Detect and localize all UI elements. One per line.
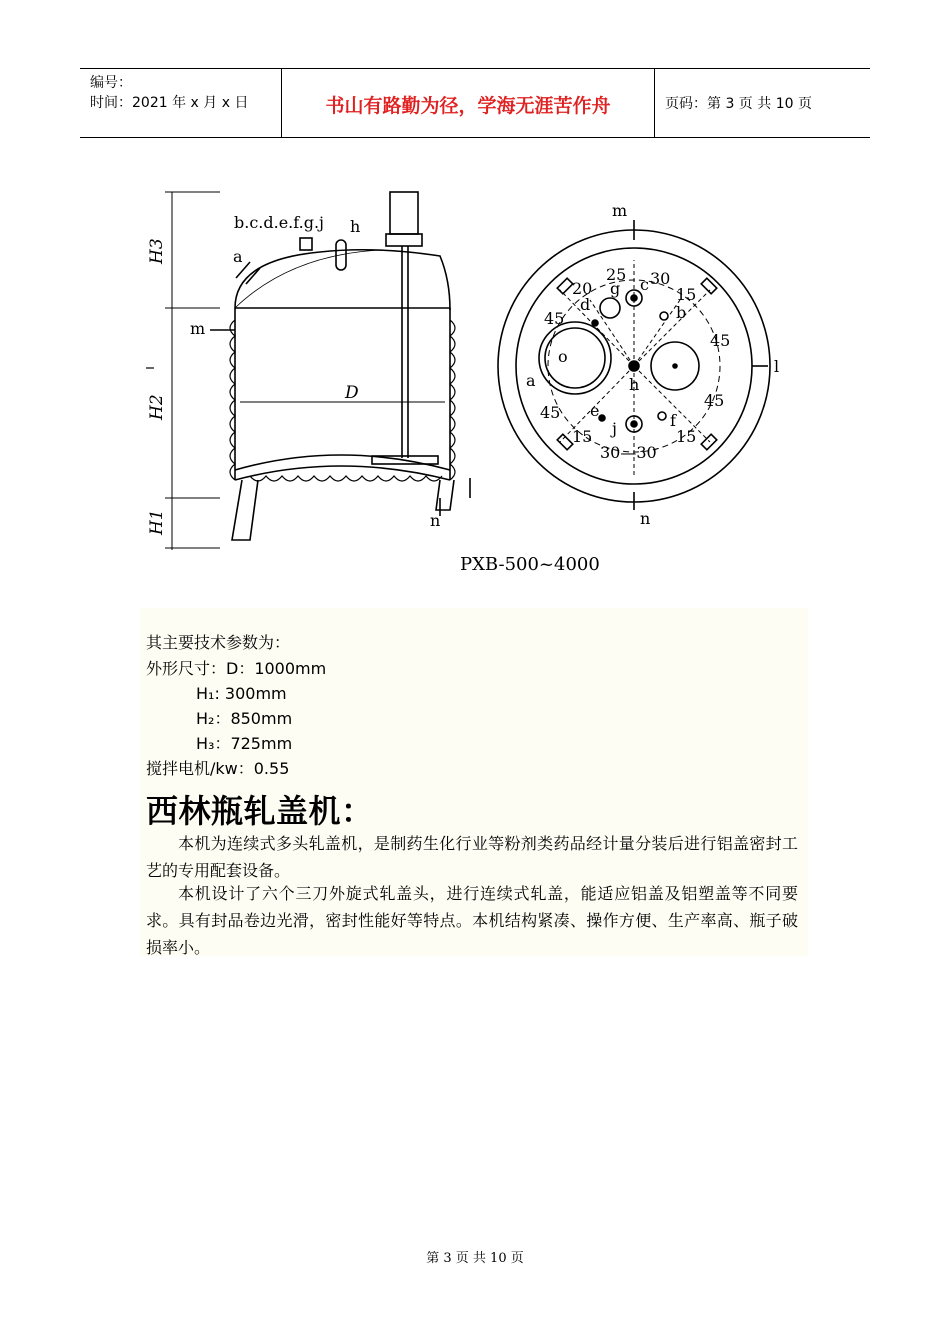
- header-motto-cell: [282, 69, 655, 137]
- plan-label-n: n: [640, 509, 651, 528]
- plan-label-f: f: [670, 411, 676, 430]
- dim-h2-label: H2: [147, 394, 167, 420]
- plan-label-m: m: [612, 201, 628, 220]
- dim-h3-label: H3: [147, 238, 167, 264]
- number-label: 编号：: [90, 75, 132, 91]
- reactor-drawing: [140, 180, 810, 590]
- plan-label-15-br: 15: [676, 427, 697, 446]
- label-h-nozzle: h: [350, 217, 361, 236]
- plan-view: [498, 220, 770, 510]
- label-n-nozzle: n: [430, 511, 441, 530]
- time-label: 时间：2021 年 x 月 x 日: [90, 95, 249, 111]
- plan-label-e-bottom: e: [590, 401, 600, 420]
- plan-label-j: j: [612, 419, 617, 438]
- label-a-nozzle: a: [233, 247, 243, 266]
- section-paragraph-1: 本机为连续式多头轧盖机，是制药生化行业等粉剂类药品经计量分装后进行铝盖密封工艺的专用配套设备。: [146, 834, 798, 880]
- plan-label-45-tl: 45: [544, 309, 565, 328]
- plan-label-l: l: [774, 357, 780, 376]
- header-meta-cell: [80, 69, 282, 137]
- motto-text: 书山有路勤为径，学海无涯苦作舟: [325, 95, 611, 117]
- params-intro: 其主要技术参数为：: [146, 633, 291, 652]
- plan-label-45-bl: 45: [540, 403, 561, 422]
- diameter-label: D: [345, 383, 359, 403]
- plan-label-45-br: 45: [704, 391, 725, 410]
- jacket-coils: [230, 320, 455, 481]
- label-m-nozzle: m: [190, 319, 206, 338]
- plan-label-c: c: [640, 275, 649, 294]
- plan-label-a: a: [526, 371, 536, 390]
- page-footer: 第 3 页 共 10 页: [426, 1251, 524, 1266]
- page-info: 页码：第 3 页 共 10 页: [665, 96, 812, 112]
- plan-label-20: 20: [572, 279, 593, 298]
- page-header: [80, 68, 870, 138]
- params-h1: H₁: 300mm: [196, 684, 287, 703]
- figure-caption: PXB-500~4000: [460, 554, 600, 575]
- params-motor: 搅拌电机/kw：0.55: [146, 759, 290, 778]
- plan-label-30-bottom: 30—30: [600, 443, 657, 462]
- plan-label-d: d: [580, 295, 591, 314]
- plan-label-25: 25: [606, 265, 627, 284]
- params-h2: H₂：850mm: [196, 709, 293, 728]
- plan-label-30-top: 30: [650, 269, 671, 288]
- section-title: 西林瓶轧盖机：: [146, 792, 374, 830]
- plan-label-b: b: [676, 303, 687, 322]
- label-top-nozzles: b.c.d.e.f.g.j: [234, 213, 324, 232]
- section-paragraph-2: 本机设计了六个三刀外旋式轧盖头，进行连续式轧盖，能适应铝盖及铝塑盖等不同要求。具有封品卷边光滑，密封性能好等特点。本机结构紧凑、操作方便、生产率高、瓶子破损率小。: [146, 884, 798, 957]
- params-h3: H₃：725mm: [196, 734, 293, 753]
- plan-label-g: g: [610, 279, 621, 298]
- plan-label-45-r: 45: [710, 331, 731, 350]
- plan-label-h: h: [629, 375, 640, 394]
- params-size: 外形尺寸：D：1000mm: [146, 659, 327, 678]
- header-page-cell: [655, 69, 870, 137]
- plan-label-15-bl: 15: [572, 427, 593, 446]
- plan-label-o: o: [558, 347, 568, 366]
- plan-label-15-tr: 15: [676, 285, 697, 304]
- dim-h1-label: H1: [147, 509, 167, 535]
